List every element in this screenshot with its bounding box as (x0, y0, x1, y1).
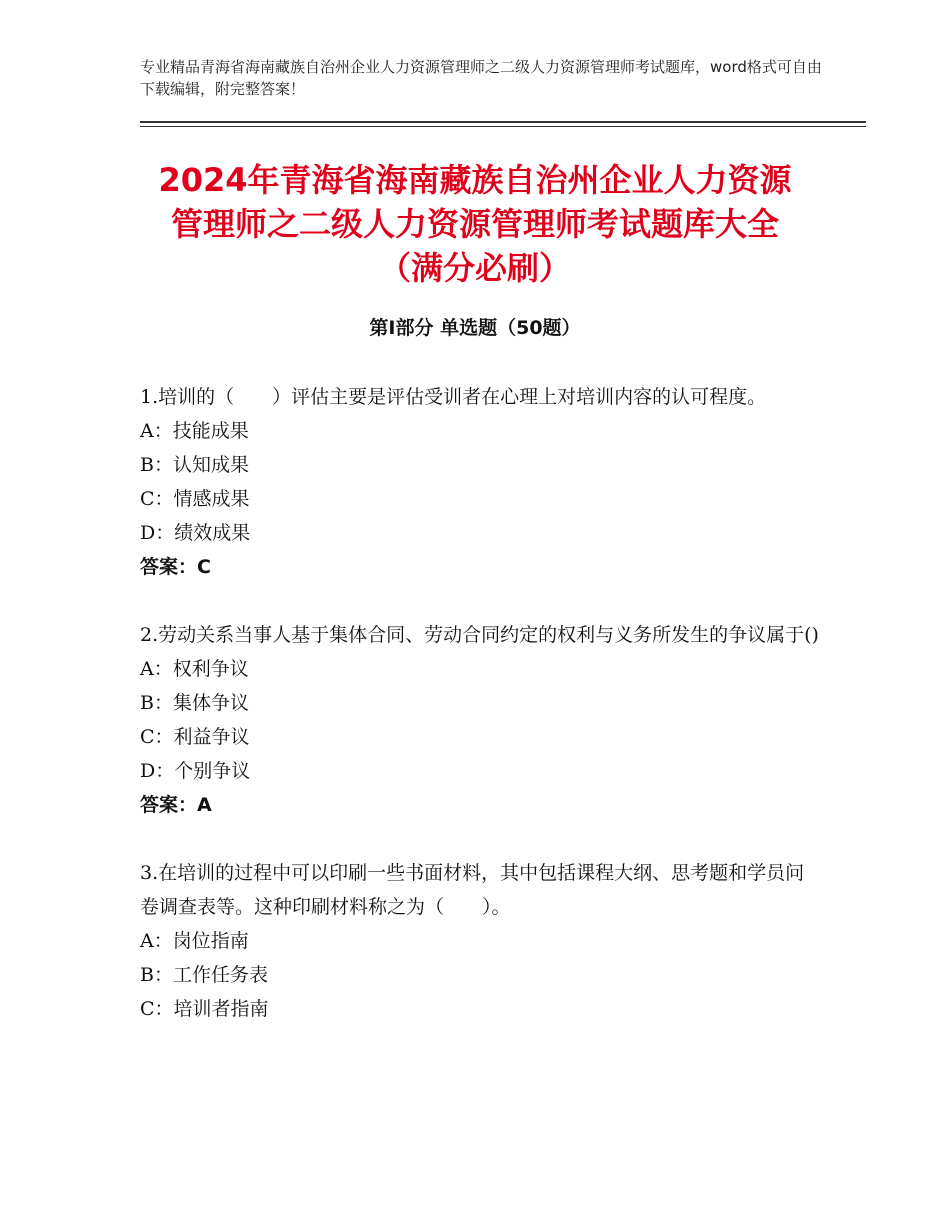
option-d: D：绩效成果 (140, 522, 251, 544)
question-list (140, 380, 820, 1060)
header-note: 专业精品青海省海南藏族自治州企业人力资源管理师之二级人力资源管理师考试题库，word格式可自由下载编辑，附完整答案！ (140, 58, 822, 98)
question-stem: 2.劳动关系当事人基于集体合同、劳动合同约定的权利与义务所发生的争议属于() (140, 624, 819, 646)
header-divider-thick (140, 121, 866, 123)
answer-line: 答案：C (140, 556, 211, 578)
header-divider-thin (140, 126, 866, 127)
option-a: A：岗位指南 (140, 930, 249, 952)
question-stem: 3.在培训的过程中可以印刷一些书面材料，其中包括课程大纲、思考题和学员问卷调查表等。这种印刷材料称之为（ ）。 (140, 862, 805, 918)
document-title (110, 158, 840, 290)
option-a: A：技能成果 (140, 420, 249, 442)
title-line-1: 2024年青海省海南藏族自治州企业人力资源 (158, 161, 792, 199)
option-c: C：情感成果 (140, 488, 250, 510)
option-c: C：利益争议 (140, 726, 250, 748)
title-line-2: 管理师之二级人力资源管理师考试题库大全 (170, 205, 779, 243)
question-2 (140, 618, 820, 822)
option-d: D：个别争议 (140, 760, 251, 782)
option-c: C：培训者指南 (140, 998, 269, 1020)
question-stem: 1.培训的（ ）评估主要是评估受训者在心理上对培训内容的认可程度。 (140, 386, 767, 408)
title-line-3: （满分必刷） (378, 249, 571, 287)
option-b: B：工作任务表 (140, 964, 268, 986)
question-3 (140, 856, 820, 1026)
option-b: B：集体争议 (140, 692, 249, 714)
option-b: B：认知成果 (140, 454, 249, 476)
option-a: A：权利争议 (140, 658, 249, 680)
answer-line: 答案：A (140, 794, 212, 816)
section-heading: 第Ⅰ部分 单选题（50题） (369, 317, 581, 339)
question-1 (140, 380, 820, 584)
